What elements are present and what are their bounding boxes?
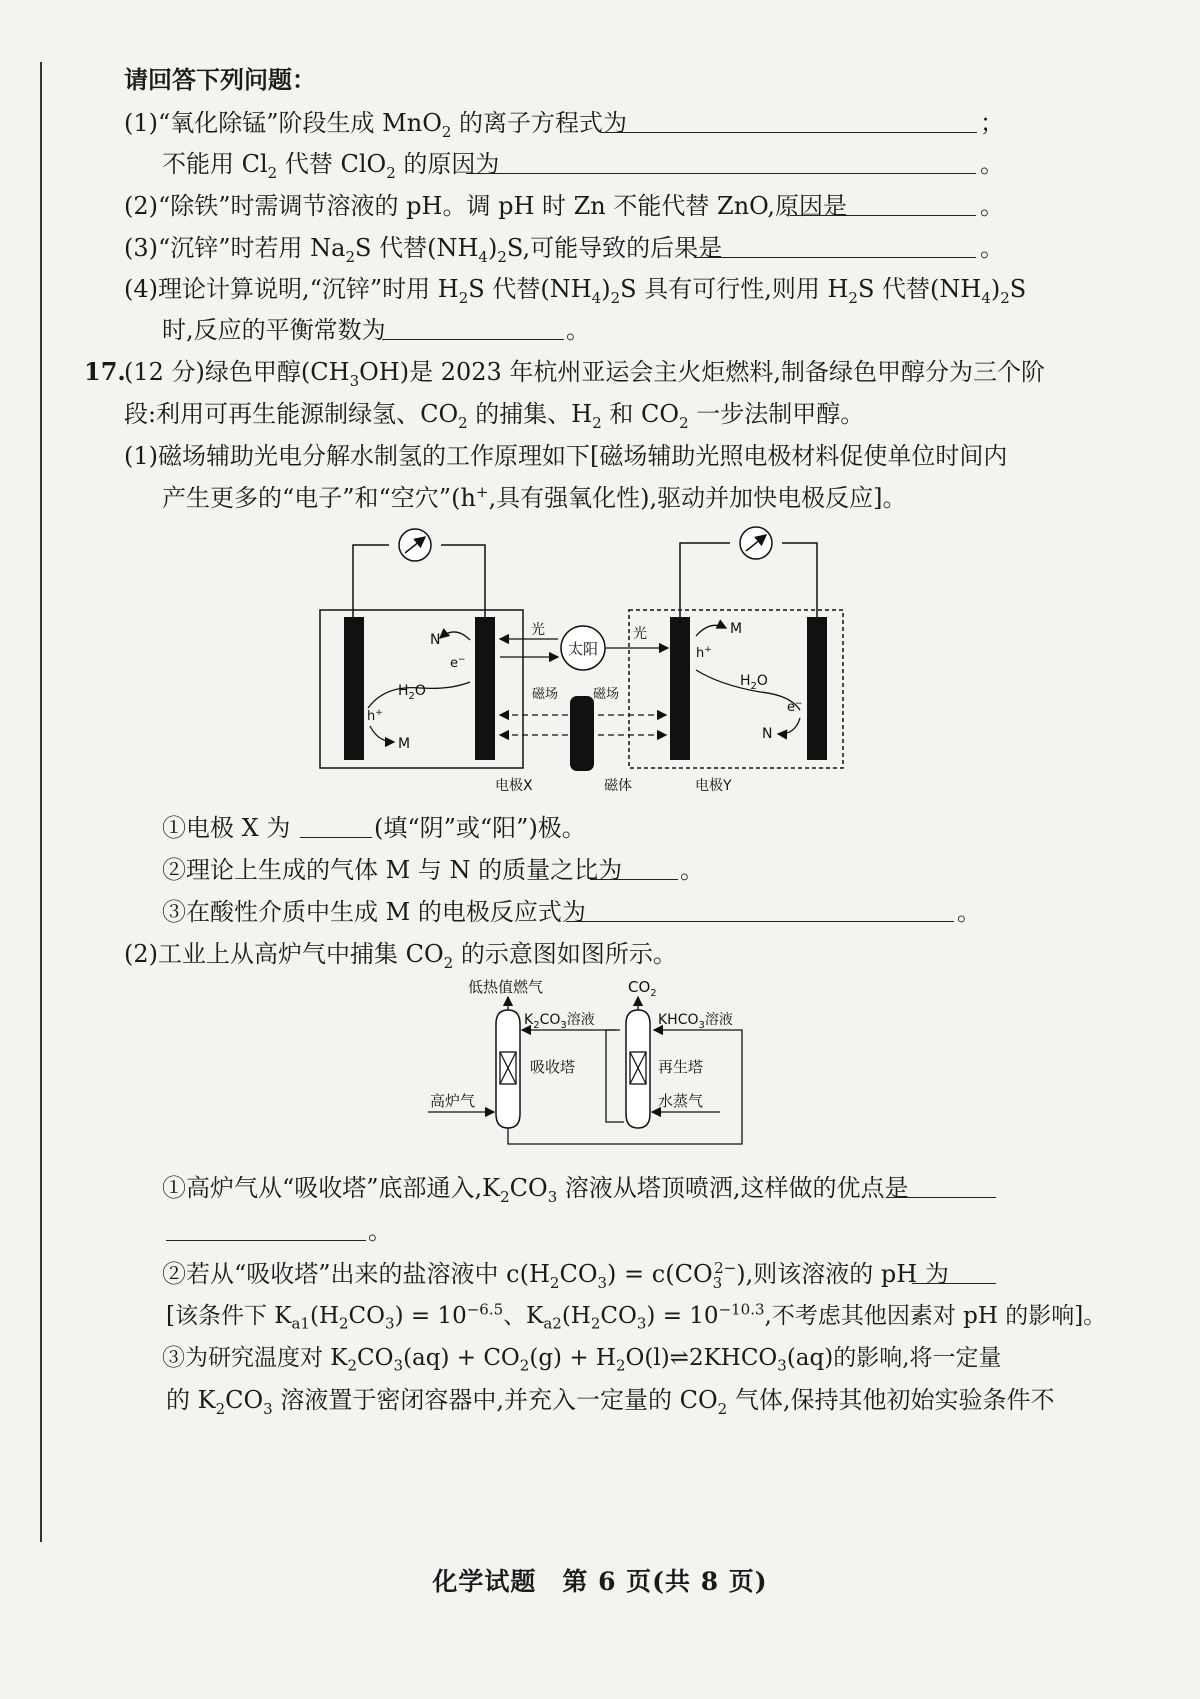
- left-counter-electrode: [344, 617, 364, 760]
- punct: 。: [980, 234, 1004, 262]
- co2-capture-diagram: [420, 972, 760, 1162]
- q16-part1-a: (1)“氧化除锰”阶段生成 MnO$_2$ 的离子方程式为: [124, 109, 628, 141]
- intro-text: 请回答下列问题：: [124, 65, 316, 94]
- label-electrode-x: 电极X: [495, 778, 533, 794]
- q16-part3: (3)“沉锌”时若用 $Na_2S$ 代替$(NH_4)_2S$,可能导致的后果是: [124, 234, 723, 266]
- q17-number: 17.: [84, 357, 126, 386]
- label-low-heat-gas: 低热值燃气: [468, 978, 544, 996]
- label-h-left: h+: [367, 708, 383, 724]
- label-M-left: M: [398, 736, 411, 752]
- absorber-tower: [496, 1010, 520, 1128]
- label-M-right: M: [730, 621, 743, 637]
- punct: 。: [368, 1217, 392, 1245]
- punct: 。: [680, 856, 704, 884]
- margin-line: [40, 62, 42, 1542]
- q17-part2: (2)工业上从高炉气中捕集 $CO_2$ 的示意图如图所示。: [124, 940, 677, 972]
- label-steam: 水蒸气: [658, 1092, 704, 1110]
- ammeter-left: [399, 529, 431, 561]
- q17-part1-line2: 产生更多的“电子”和“空穴”(h+,具有强氧化性),驱动并加快电极反应]。: [162, 483, 907, 512]
- label-magnetic-field-right: 磁场: [593, 687, 620, 702]
- q17-stem-line2: 段:利用可再生能源制绿氢、$CO_2$ 的捕集、$H_2$ 和 $CO_2$ 一步法制甲醇。: [124, 400, 865, 432]
- q17-2-sub1: ①高炉气从“吸收塔”底部通入$,K_2CO_3$ 溶液从塔顶喷洒,这样做的优点是: [162, 1174, 909, 1206]
- label-e-right: e−: [787, 699, 803, 715]
- punct: 。: [566, 316, 590, 344]
- label-magnet: 磁体: [604, 778, 632, 794]
- q17-1-sub3: ③在酸性介质中生成 M 的电极反应式为: [162, 898, 586, 926]
- electrode-x: [475, 617, 495, 760]
- q16-part4-line2: 时,反应的平衡常数为: [162, 316, 386, 344]
- magnet: [570, 696, 594, 771]
- q17-2-sub2: ②若从“吸收塔”出来的盐溶液中 $c(H_2CO_3) = c(CO_3^{2-})$,则该溶液的 pH 为: [162, 1259, 949, 1292]
- label-e-left: e−: [450, 655, 466, 671]
- page-footer: 化学试题 第 6 页(共 8 页): [432, 1567, 768, 1596]
- q16-part2: (2)“除铁”时需调节溶液的 pH。调 pH 时 Zn 不能代替 ZnO,原因是: [124, 192, 848, 220]
- label-co2-out: $CO_2$: [628, 978, 657, 999]
- answer-blank-2[interactable]: [790, 191, 976, 216]
- sun-icon: [561, 626, 605, 670]
- label-k2co3-solution: $K_2CO_3$溶液: [524, 1012, 595, 1031]
- ammeter-right: [740, 527, 772, 559]
- answer-blank-17-2-1a[interactable]: [886, 1173, 996, 1198]
- answer-blank-1a[interactable]: [602, 108, 977, 133]
- q17-part1-line1: (1)磁场辅助光电分解水制氢的工作原理如下[磁场辅助光照电极材料促使单位时间内: [124, 442, 1008, 470]
- electrode-y: [670, 617, 690, 760]
- q16-part4-line1: (4)理论计算说明,“沉锌”时用 $H_2S$ 代替$(NH_4)_2S$ 具有可行性,则用 $H_2S$ 代替$(NH_4)_2S$: [124, 275, 1027, 307]
- q17-2-sub2-condition: [该条件下 $K_{a1}(H_2CO_3) = 10^{-6.5}$、$K_{a2}(H_2CO_3) = 10^{-10.3}$,不考虑其他因素对 pH 的影响]。: [166, 1300, 1107, 1333]
- q16-part1-b: 不能用 $Cl_2$ 代替 ClO$_2$ 的原因为: [162, 150, 500, 182]
- q17-2-sub3-line1: ③为研究温度对 $K_2CO_3(aq) + CO_2(g)$ + $H_2O(l)\rightleftharpoons 2KHCO_3(aq)$的影响,将一定量: [162, 1345, 1002, 1375]
- label-H2O-right: $H_2O$: [740, 673, 768, 692]
- punct: ；: [980, 109, 1004, 137]
- label-light-left: 光: [531, 622, 545, 638]
- answer-blank-17-2-1b[interactable]: [166, 1216, 366, 1241]
- label-h-right: h+: [696, 645, 712, 661]
- answer-blank-17-1-3[interactable]: [566, 897, 954, 922]
- answer-blank-3[interactable]: [694, 233, 976, 258]
- label-khco3-solution: $KHCO_3$溶液: [658, 1012, 733, 1031]
- label-blast-gas: 高炉气: [430, 1092, 476, 1110]
- svg-text:太阳: 太阳: [568, 640, 599, 658]
- label-N-left: N: [430, 632, 441, 648]
- right-counter-electrode: [807, 617, 827, 760]
- q17-stem-line1: (12 分)绿色甲醇$(CH_3OH)$是 2023 年杭州亚运会主火炬燃料,制备绿色甲醇分为三个阶: [124, 358, 1046, 390]
- q17-1-sub2: ②理论上生成的气体 M 与 N 的质量之比为: [162, 856, 623, 884]
- q17-2-sub3-line2: 的 $K_2CO_3$ 溶液置于密闭容器中,并充入一定量的 $CO_2$ 气体,保持其他初始实验条件不: [166, 1386, 1055, 1418]
- label-light-right: 光: [633, 626, 647, 642]
- photoelectrolysis-diagram: [300, 520, 860, 800]
- label-magnetic-field-left: 磁场: [532, 687, 559, 702]
- answer-blank-17-1-2[interactable]: [590, 855, 678, 880]
- punct: 。: [980, 192, 1004, 220]
- answer-blank-17-2-2[interactable]: [912, 1259, 996, 1284]
- label-N-right: N: [762, 726, 773, 742]
- punct: 。: [957, 898, 981, 926]
- label-regenerator: 再生塔: [658, 1058, 704, 1076]
- answer-blank-4[interactable]: [382, 315, 564, 340]
- answer-blank-17-1-1[interactable]: [300, 813, 372, 838]
- label-electrode-y: 电极Y: [695, 778, 732, 794]
- regenerator-tower: [626, 1010, 650, 1128]
- label-absorber: 吸收塔: [530, 1058, 576, 1076]
- q17-1-sub1-tail: (填“阴”或“阳”)极。: [374, 814, 586, 842]
- q17-1-sub1: ①电极 X 为: [162, 814, 291, 842]
- label-H2O-left: $H_2O$: [398, 683, 426, 702]
- punct: 。: [980, 150, 1004, 178]
- answer-blank-1b[interactable]: [466, 149, 976, 174]
